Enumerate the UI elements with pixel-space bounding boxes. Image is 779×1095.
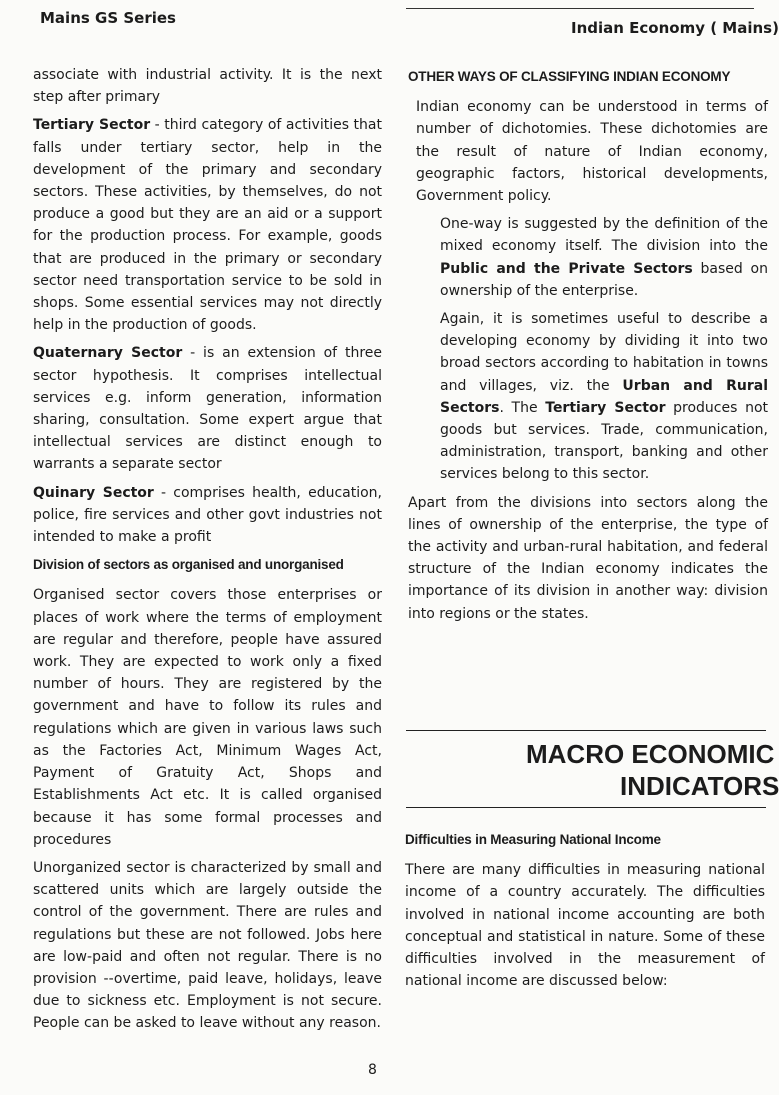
difficulties-section bbox=[405, 829, 765, 998]
book-title: Indian Economy ( Mains) bbox=[571, 19, 779, 37]
left-column bbox=[33, 64, 382, 1041]
text-tertiary: - third category of activities that falls under tertiary sector, help in the development of the primary and secondary sectors. These activities, by themselves, do not produce a good but they are an aid or a support for the production process. For example, goods that are produced in the primary or secondary sector need transportation service to be sold in shops. Some essential services may not directly help in the production of goods. bbox=[33, 117, 382, 334]
text-sep: . The bbox=[499, 399, 546, 416]
term-quinary: Quinary Sector bbox=[33, 484, 154, 501]
classifying-heading: OTHER WAYS OF CLASSIFYING INDIAN ECONOMY bbox=[408, 69, 731, 84]
paragraph-urban-rural bbox=[408, 308, 768, 486]
text-habitation: Again, it is sometimes useful to describe a developing economy by dividing it into two broad sectors according to habitation in towns and villages, viz. the bbox=[440, 311, 768, 394]
paragraph-quaternary bbox=[33, 342, 382, 475]
term-public-private: Public and the Private Sectors bbox=[440, 260, 693, 277]
paragraph-difficulties: There are many difficulties in measuring national income of a country accurately. The difficulties involved in national income accounting are both conceptual and statistical in nature. Some of these difficulties involved in the measurement of national income are discussed below: bbox=[405, 862, 765, 990]
paragraph-dichotomies: Indian economy can be understood in terms of number of dichotomies. These dichotomies are the result of nature of Indian economy, geographic factors, historical developments, Government policy. bbox=[416, 99, 768, 205]
term-urban-rural: Urban and Rural Sectors bbox=[440, 377, 768, 416]
text-quinary: - comprises health, education, police, fire services and other govt industries not intended to make a profit bbox=[33, 484, 382, 546]
macro-title-line1: MACRO ECONOMIC bbox=[526, 739, 775, 769]
division-heading: Division of sectors as organised and unorganised bbox=[33, 557, 344, 573]
header-rule bbox=[406, 8, 754, 9]
paragraph-secondary-end: associate with industrial activity. It is the next step after primary bbox=[33, 67, 382, 106]
text-quaternary: - is an extension of three sector hypothesis. It comprises intellectual services e.g. inform generation, information sharing, consultation. Some expert argue that intellectual services are distinct enough to warrants a separate sector bbox=[33, 345, 382, 473]
paragraph-public-private bbox=[408, 213, 768, 302]
paragraph-tertiary bbox=[33, 114, 382, 336]
paragraph-regions: Apart from the divisions into sectors along the lines of ownership of the enterprise, the type of the activity and urban-rural habitation, and federal structure of the Indian economy indicates the importance of its division in another way: division into regions or the states. bbox=[408, 494, 768, 622]
macro-title-line2: INDICATORS bbox=[620, 771, 779, 801]
paragraph-unorganised: Unorganized sector is characterized by small and scattered units which are largely outside the control of the government. There are rules and regulations but these are not followed. Jobs here are low-paid and often not regular. There is no provision --overtime, paid leave, holidays, leave due to sickness etc. Employment is not secure. People can be asked to leave without any reason. bbox=[33, 859, 382, 1032]
right-column bbox=[408, 66, 768, 631]
term-quaternary: Quaternary Sector bbox=[33, 345, 183, 362]
macro-indicators-banner bbox=[406, 730, 779, 808]
text-ownership: based on ownership of the enterprise. bbox=[440, 260, 768, 299]
difficulties-heading: Difficulties in Measuring National Income bbox=[405, 832, 661, 847]
series-title: Mains GS Series bbox=[40, 9, 176, 27]
page-number: 8 bbox=[368, 1062, 377, 1078]
paragraph-quinary bbox=[33, 482, 382, 549]
text-services: produces not goods but services. Trade, communication, administration, transport, banking and other services belong to this sector. bbox=[440, 399, 768, 483]
term-tertiary: Tertiary Sector bbox=[33, 117, 151, 134]
term-tertiary-right: Tertiary Sector bbox=[545, 399, 666, 416]
paragraph-organised: Organised sector covers those enterprises or places of work where the terms of employment are regular and therefore, people have assured work. They are expected to work only a fixed number of hours. They are registered by the government and have to follow its rules and regulations which are given in various laws such as the Factories Act, Minimum Wages Act, Payment of Gratuity Act, Shops and Establishments Act etc. It is called organised because it has some formal processes and procedures bbox=[33, 587, 382, 848]
text-mixed-economy: One-way is suggested by the definition of the mixed economy itself. The division into the bbox=[440, 216, 768, 255]
